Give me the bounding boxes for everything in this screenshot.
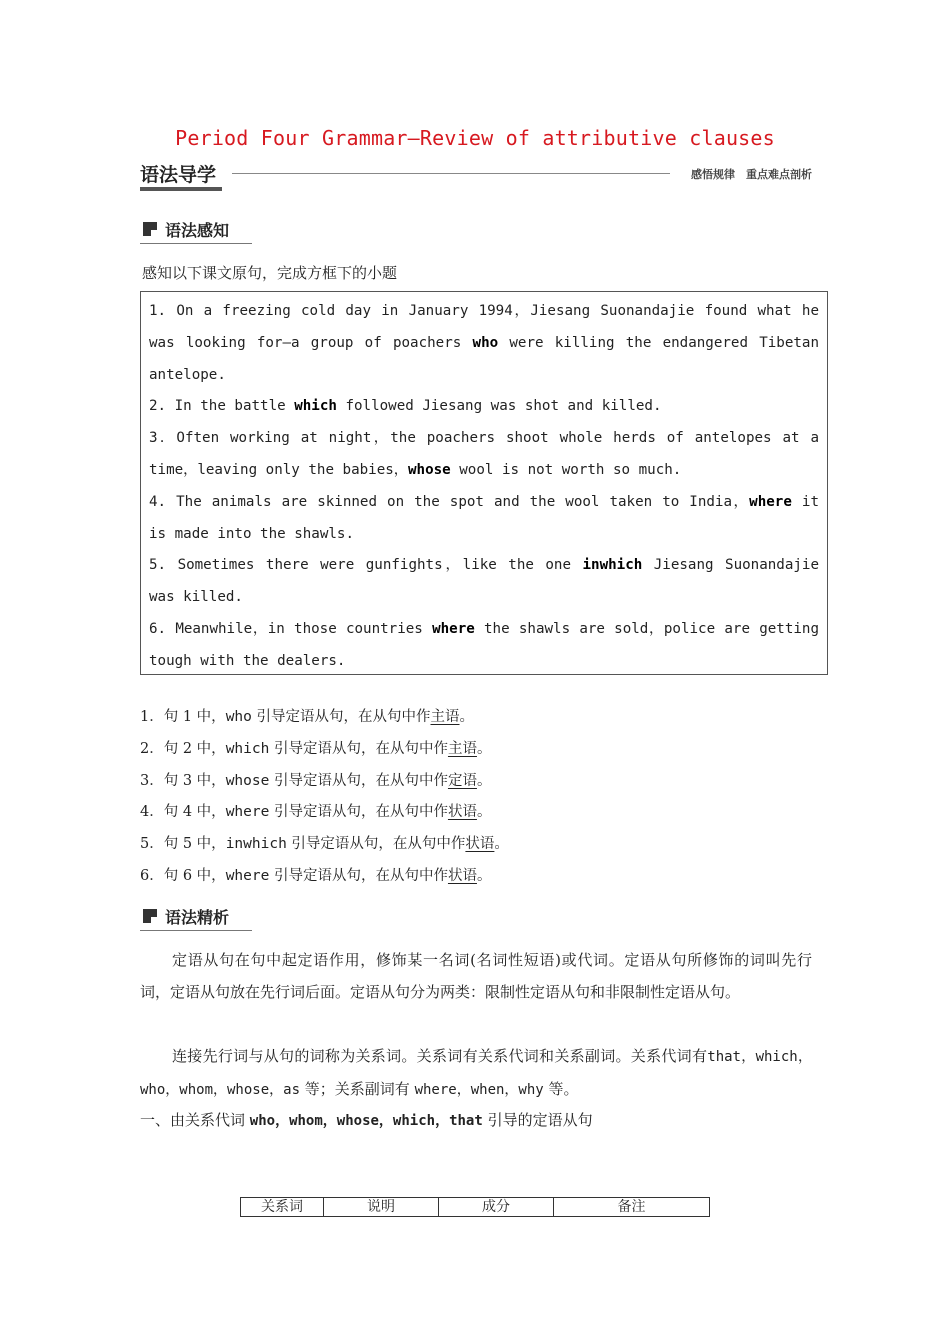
subsection-underline (140, 930, 252, 931)
intro-text: 感知以下课文原句，完成方框下的小题 (142, 264, 398, 282)
question-keyword: whose (225, 772, 270, 789)
question-text: 引导定语从句，在从句中作 (269, 772, 448, 789)
sentence-text: In the battle (174, 398, 295, 415)
question-1 (140, 702, 509, 734)
question-2 (140, 734, 509, 766)
paragraph-relatives (140, 1040, 812, 1106)
question-text: 句 6 中， (163, 867, 226, 884)
sentence-text: Meanwhile，in those countries (175, 620, 433, 637)
question-number: 5． (140, 836, 164, 853)
question-text: 引导定语从句，在从句中作 (269, 867, 448, 884)
question-4 (140, 797, 509, 829)
relative-pronouns: that，which，who，whom，whose，as (140, 1049, 813, 1098)
paragraph-definition: 定语从句在句中起定语作用，修饰某一名词(名词性短语)或代词。定语从句所修饰的词叫先行词，定语从句放在先行词后面。定语从句分为两类：限制性定语从句和非限制性定语从句。 (140, 951, 812, 1001)
sentence-text: the shawls are sold，police are getting tough with the dealers. (149, 620, 820, 669)
subsection-grammar-perception (140, 218, 252, 244)
sentence-3 (149, 423, 819, 487)
sentence-2 (149, 391, 819, 423)
sentence-number: 4. (149, 493, 177, 510)
answer: 定语 (447, 772, 477, 789)
heading-keywords: who，whom，whose，which，that (249, 1113, 483, 1129)
square-bullet-icon (143, 909, 157, 923)
question-text: 引导定语从句，在从句中作 (269, 804, 448, 821)
relative-adverbs: where，when，why (414, 1082, 544, 1098)
question-end: 。 (476, 804, 492, 821)
sentence-text: Often working at night，the poachers shoot whole herds of antelopes at a time，leaving only the babies， (149, 430, 819, 478)
sentence-text: Jiesang Suonandajie was killed. (149, 557, 819, 606)
question-keyword: where (225, 867, 270, 884)
table-header-cell: 成分 (439, 1198, 554, 1217)
sentence-number: 1. (149, 303, 177, 319)
question-end: 。 (459, 709, 474, 725)
sentence-1 (149, 296, 819, 391)
question-keyword: where (225, 804, 270, 821)
answer: 状语 (447, 867, 477, 884)
section-header-tags: 感悟规律 重点难点剖析 (691, 168, 812, 181)
question-number: 1． (140, 709, 164, 725)
question-6 (140, 861, 509, 893)
paragraph-text: 连接先行词与从句的词称为关系词。关系词有关系代词和关系副词。关系代词有 (172, 1047, 708, 1065)
question-end: 。 (476, 740, 492, 757)
sentence-6 (149, 614, 819, 678)
relative-word: inwhich (582, 557, 643, 574)
question-number: 4． (140, 804, 164, 821)
square-bullet-icon (143, 222, 157, 236)
relative-word: where (749, 493, 792, 510)
section-header (140, 160, 812, 194)
table-header-cell: 关系词 (241, 1198, 324, 1217)
answer: 主语 (447, 740, 477, 757)
question-keyword: inwhich (225, 836, 287, 853)
relative-word: which (294, 398, 337, 415)
question-keyword: which (225, 740, 270, 757)
section-header-rule (232, 173, 670, 174)
relative-word: who (472, 334, 499, 351)
subsection-label: 语法感知 (165, 221, 230, 240)
question-3 (140, 766, 509, 798)
sentence-text: it is made into the shawls. (149, 493, 819, 542)
question-text: 句 5 中， (163, 836, 226, 853)
subsection-grammar-analysis (140, 905, 252, 931)
question-number: 3． (140, 772, 164, 789)
question-text: 句 2 中， (163, 740, 226, 757)
sentence-text: were killing the endangered Tibetan antelope. (149, 334, 820, 383)
subsection-underline (140, 243, 252, 244)
table-header-cell: 说明 (324, 1198, 439, 1217)
heading-text: 引导的定语从句 (482, 1111, 593, 1129)
table-header-cell: 备注 (554, 1198, 710, 1217)
example-sentences-box (140, 291, 828, 675)
question-text: 引导定语从句，在从句中作 (286, 836, 466, 853)
table-header-row (241, 1198, 710, 1217)
sentence-text: followed Jiesang was shot and killed. (336, 398, 662, 415)
sentence-4 (149, 487, 819, 551)
paragraph-text: 等；关系副词有 (300, 1080, 415, 1098)
subsection-label: 语法精析 (165, 908, 230, 927)
sentence-text: The animals are skinned on the spot and the wool taken to India， (176, 493, 750, 510)
question-5 (140, 829, 509, 861)
answer: 状语 (447, 804, 477, 821)
section-header-title: 语法导学 (140, 164, 217, 186)
question-text: 引导定语从句，在从句中作 (251, 709, 431, 725)
sentence-number: 5. (149, 557, 178, 574)
sentence-text: On a freezing cold day in January 1994，Jiesang Suonandajie found what he was looking for—a group of poachers (149, 303, 819, 351)
section-header-underbar (140, 187, 222, 191)
relative-words-table (240, 1197, 710, 1217)
sentence-text: Sometimes there were gunfights，like the one (177, 557, 583, 574)
question-end: 。 (494, 836, 509, 853)
heading-relative-pronouns (140, 1104, 593, 1137)
answer: 状语 (465, 836, 495, 853)
question-keyword: who (225, 709, 252, 725)
heading-text: 一、由关系代词 (140, 1111, 250, 1129)
question-text: 句 1 中， (163, 709, 226, 725)
question-number: 2． (140, 740, 164, 757)
sentence-number: 2. (149, 398, 175, 415)
relative-word: whose (408, 461, 451, 478)
question-text: 句 3 中， (163, 772, 226, 789)
relative-word: where (432, 620, 475, 637)
sentence-number: 6. (149, 620, 176, 637)
question-end: 。 (476, 867, 492, 884)
question-list (140, 702, 509, 893)
sentence-5 (149, 550, 819, 614)
question-number: 6． (140, 867, 164, 884)
sentence-number: 3． (149, 430, 177, 447)
question-end: 。 (476, 772, 492, 789)
question-text: 引导定语从句，在从句中作 (269, 740, 448, 757)
paragraph-text: 等。 (543, 1080, 579, 1098)
page-title: Period Four Grammar—Review of attributive clauses (175, 126, 775, 150)
answer: 主语 (430, 709, 460, 725)
sentence-text: wool is not worth so much. (450, 461, 682, 478)
question-text: 句 4 中， (163, 804, 226, 821)
